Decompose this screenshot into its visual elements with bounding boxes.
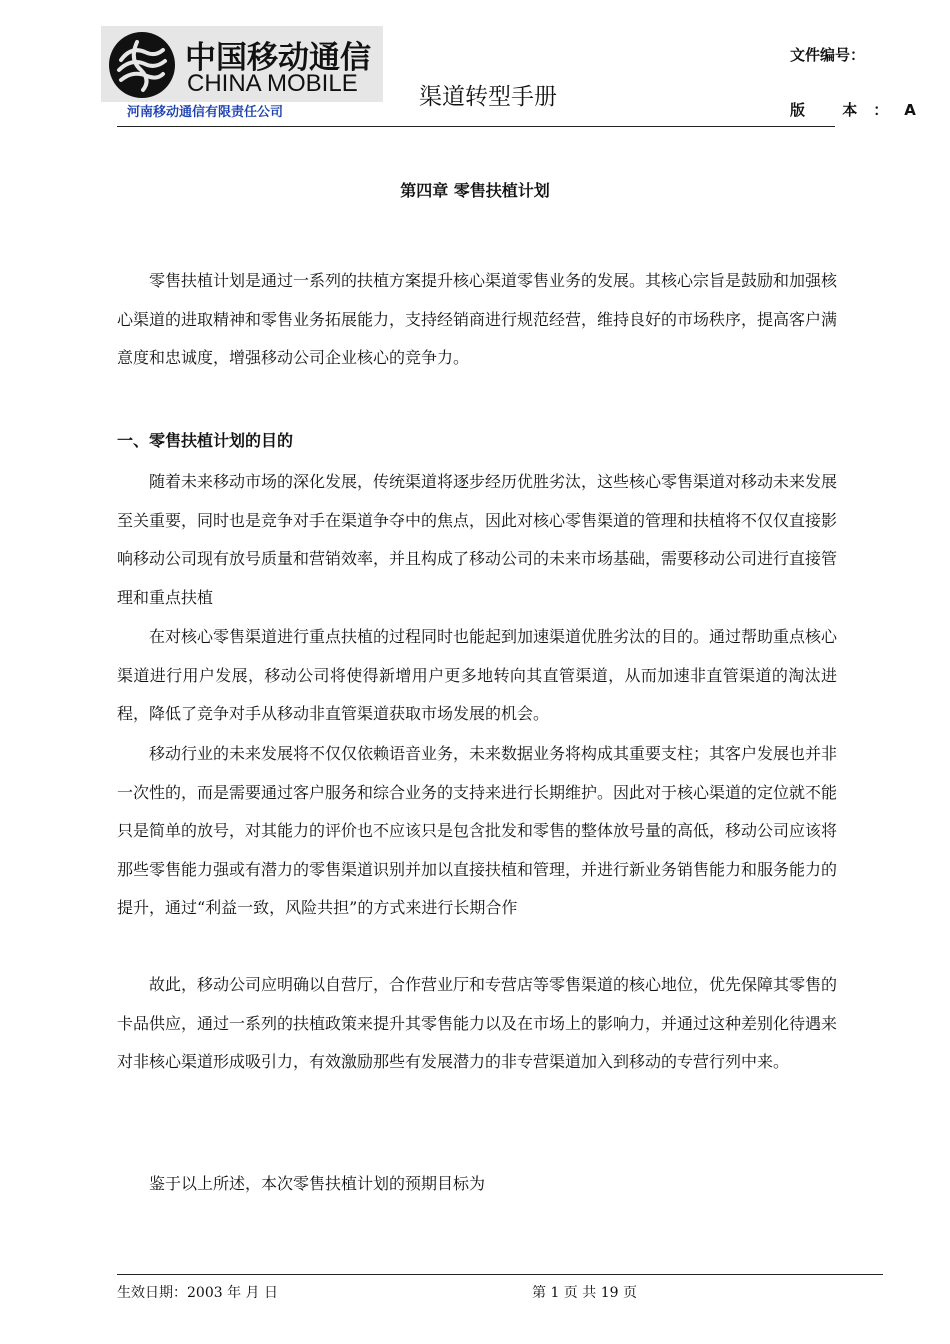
company-name: 河南移动通信有限责任公司 bbox=[127, 105, 284, 120]
logo bbox=[101, 26, 383, 102]
chapter-title: 第四章 零售扶植计划 bbox=[400, 181, 550, 200]
body-paragraph: 移动行业的未来发展将不仅仅依赖语音业务，未来数据业务将构成其重要支柱；其客户发展也并非一次性的，而是需要通过客户服务和综合业务的支持来进行长期维护。因此对于核心渠道的定位就不能只是简单的放号，对其能力的评价也不应该只是包含批发和零售的整体放号量的高低，移动公司应该将那些零售能力强或有潜力的零售渠道识别并加以直接扶植和管理，并进行新业务销售能力和服务能力的提升，通过“利益一致，风险共担”的方式来进行长期合作 bbox=[117, 744, 838, 917]
effective-date: 生效日期：2003 年 月 日 bbox=[117, 1285, 278, 1301]
document-title: 渠道转型手册 bbox=[419, 84, 557, 110]
logo-en-text: CHINA MOBILE bbox=[187, 70, 358, 97]
file-number-label: 文件编号： bbox=[790, 46, 866, 64]
body-paragraph: 鉴于以上所述，本次零售扶植计划的预期目标为 bbox=[149, 1174, 486, 1193]
page-number: 第 1 页 共 19 页 bbox=[532, 1285, 637, 1301]
footer-divider bbox=[117, 1274, 883, 1275]
version-field bbox=[790, 99, 916, 120]
header-divider bbox=[117, 126, 835, 127]
section-heading: 一、零售扶植计划的目的 bbox=[117, 431, 294, 450]
version-label: 版 本： bbox=[790, 101, 905, 119]
intro-paragraph: 零售扶植计划是通过一系列的扶植方案提升核心渠道零售业务的发展。其核心宗旨是鼓励和加强核心渠道的进取精神和零售业务拓展能力，支持经销商进行规范经营，维持良好的市场秩序，提高客户满意度和忠诚度，增强移动公司企业核心的竞争力。 bbox=[117, 271, 838, 367]
body-paragraph: 在对核心零售渠道进行重点扶植的过程同时也能起到加速渠道优胜劣汰的目的。通过帮助重点核心渠道进行用户发展，移动公司将使得新增用户更多地转向其直管渠道，从而加速非直管渠道的淘汰进程，降低了竞争对手从移动非直管渠道获取市场发展的机会。 bbox=[117, 627, 838, 723]
version-value: A bbox=[904, 101, 916, 119]
body-paragraph: 随着未来移动市场的深化发展，传统渠道将逐步经历优胜劣汰，这些核心零售渠道对移动未来发展至关重要，同时也是竞争对手在渠道争夺中的焦点，因此对核心零售渠道的管理和扶植将不仅仅直接影响移动公司现有放号质量和营销效率，并且构成了移动公司的未来市场基础，需要移动公司进行直接管理和重点扶植 bbox=[117, 472, 838, 607]
china-mobile-emblem-icon bbox=[107, 30, 177, 100]
body-paragraph: 故此，移动公司应明确以自营厅，合作营业厅和专营店等零售渠道的核心地位，优先保障其零售的卡品供应，通过一系列的扶植政策来提升其零售能力以及在市场上的影响力，并通过这种差别化待遇来对非核心渠道形成吸引力，有效激励那些有发展潜力的非专营渠道加入到移动的专营行列中来。 bbox=[117, 975, 838, 1071]
logo-cn-text: 中国移动通信 bbox=[185, 40, 371, 76]
